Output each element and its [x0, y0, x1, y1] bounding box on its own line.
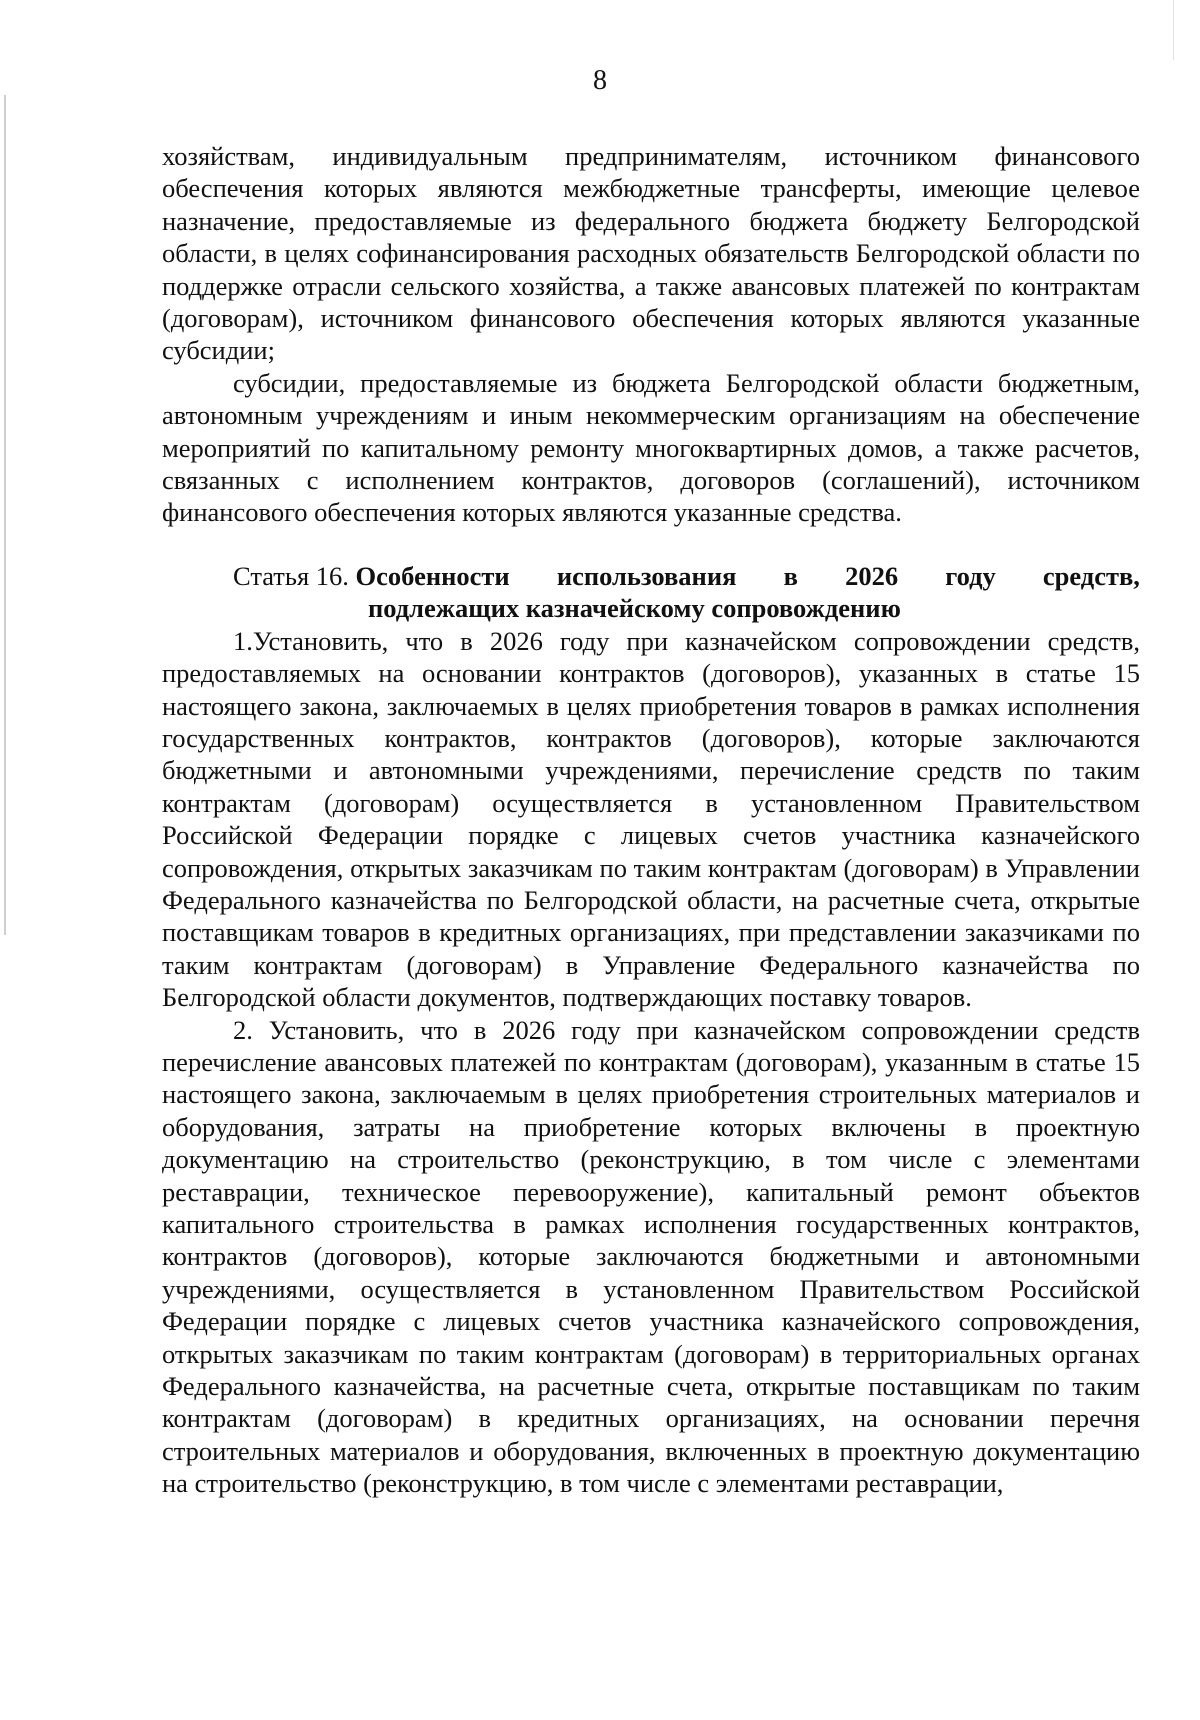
article-16 — [162, 560, 1140, 1500]
article-title-word: средств, — [1042, 560, 1140, 591]
article-title-word: использования — [556, 560, 737, 591]
article-heading-line2: подлежащих казначейскому сопровождению — [368, 593, 901, 624]
paragraph-continuation: хозяйствам, индивидуальным предпринимателям, источником финансового обеспечения которых являются межбюджетные трансферты, имеющие целевое назначение, предоставляемые из федерального бюджета бюджету Белгородской области, в целях софинансирования расходных обязательств Белгородской области по поддержке отрасли сельского хозяйства, а также авансовых платежей по контрактам (договорам), источником финансового обеспечения которых являются указанные субсидии; — [162, 141, 1140, 366]
article-item-1: 1.Установить, что в 2026 году при казначейском сопровождении средств, предоставляемых на основании контрактов (договоров), указанных в статье 15 настоящего закона, заключаемых в целях приобретения товаров в рамках исполнения государственных контрактов, контрактов (договоров), которые заключаются бюджетными и автономными учреждениями, перечисление средств по таким контрактам (договорам) осуществляется в установленном Правительством Российской Федерации порядке с лицевых счетов участника казначейского сопровождения, открытых заказчикам по таким контрактам (договорам) в Управлении Федерального казначейства по Белгородской области, на расчетные счета, открытые поставщикам товаров в кредитных организациях, при представлении заказчиками по таким контрактам (договорам) в Управление Федерального казначейства по Белгородской области документов, подтверждающих поставку товаров. — [162, 625, 1140, 1013]
article-label: Статья 16. — [233, 560, 349, 591]
document-body — [162, 140, 1140, 1500]
article-heading — [233, 560, 1140, 625]
scan-edge-right — [1173, 0, 1174, 60]
page-number: 8 — [593, 65, 607, 96]
article-title-word: в — [783, 560, 798, 591]
article-heading-first — [233, 560, 510, 592]
article-heading-line1 — [233, 560, 1140, 592]
article-title-word: 2026 — [845, 560, 899, 591]
article-title-word: Особенности — [355, 560, 510, 591]
article-item-2: 2. Установить, что в 2026 году при казначейском сопровождении средств перечисление авансовых платежей по контрактам (договорам), указанным в статье 15 настоящего закона, заключаемым в целях приобретения строительных материалов и оборудования, затраты на приобретение которых включены в проектную документацию на строительство (реконструкцию, в том числе с элементами реставрации, техническое перевооружение), капитальный ремонт объектов капитального строительства в рамках исполнения государственных контрактов, контрактов (договоров), которые заключаются бюджетными и автономными учреждениями, осуществляется в установленном Правительством Российской Федерации порядке с лицевых счетов участника казначейского сопровождения, открытых заказчикам по таким контрактам (договорам) в территориальных органах Федерального казначейства, на расчетные счета, открытые поставщикам по таким контрактам (договорам) в кредитных организациях, на основании перечня строительных материалов и оборудования, включенных в проектную документацию на строительство (реконструкцию, в том числе с элементами реставрации, — [162, 1014, 1140, 1499]
scan-edge-left — [4, 95, 6, 935]
paragraph-subsidies: субсидии, предоставляемые из бюджета Белгородской области бюджетным, автономным учреждениям и иным некоммерческим организациям на обеспечение мероприятий по капитальному ремонту многоквартирных домов, а также расчетов, связанных с исполнением контрактов, договоров (соглашений), источником финансового обеспечения которых являются указанные средства. — [162, 367, 1140, 528]
article-title-word: году — [945, 560, 996, 591]
